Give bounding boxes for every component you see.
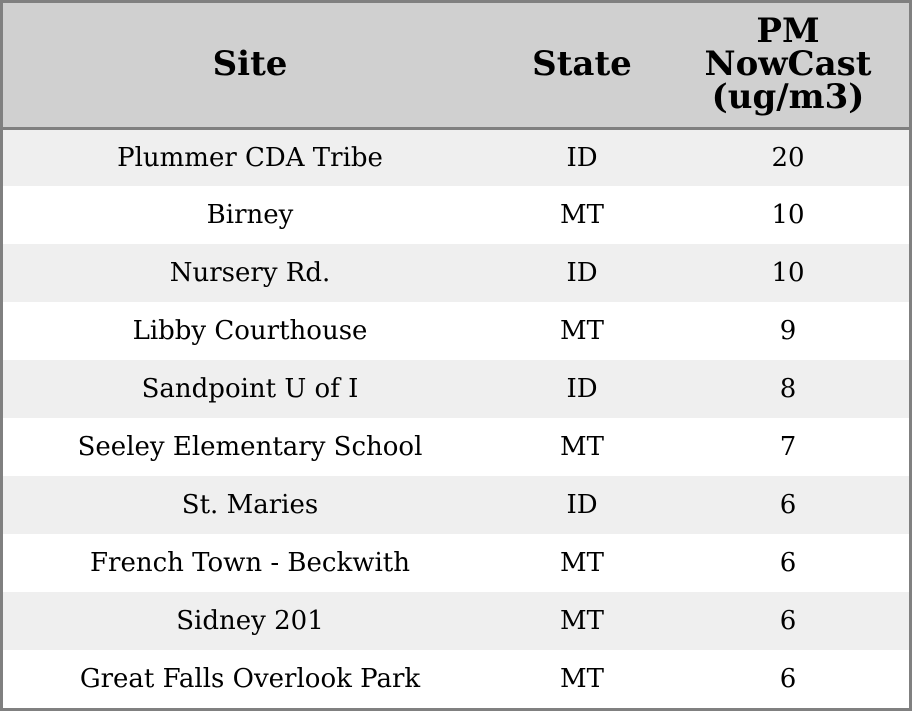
table-row — [3, 302, 909, 360]
site-cell: Plummer CDA Tribe — [117, 142, 383, 173]
site-cell: Birney — [206, 200, 294, 230]
pm-nowcast-cell: 6 — [779, 606, 797, 636]
column-header-pm-nowcast-line-1: PM — [756, 11, 820, 52]
pm-nowcast-cell: 20 — [771, 142, 805, 173]
state-cell: MT — [560, 606, 604, 636]
column-header-site — [3, 3, 497, 128]
site-cell: Sandpoint U of I — [141, 374, 359, 404]
pm-nowcast-cell: 7 — [779, 432, 797, 462]
state-cell: MT — [560, 664, 604, 694]
table-header-row — [3, 3, 909, 128]
pm-nowcast-cell: 8 — [779, 374, 797, 404]
state-cell: ID — [566, 374, 598, 404]
state-cell: ID — [566, 142, 598, 173]
table-row — [3, 128, 909, 186]
site-cell: Sidney 201 — [176, 606, 324, 636]
site-cell: French Town - Beckwith — [89, 548, 411, 578]
state-cell: ID — [566, 258, 598, 288]
state-cell: MT — [560, 432, 604, 462]
table-row — [3, 244, 909, 302]
state-cell: ID — [566, 490, 598, 520]
pm-nowcast-cell: 10 — [771, 200, 805, 230]
site-cell: Great Falls Overlook Park — [79, 664, 421, 694]
state-cell: MT — [560, 548, 604, 578]
column-header-pm-nowcast-line-2: NowCast — [704, 44, 872, 85]
pm-nowcast-cell: 6 — [779, 490, 797, 520]
column-header-site-label: Site — [212, 44, 288, 85]
table-row — [3, 534, 909, 592]
column-header-pm-nowcast-line-3: (ug/m3) — [711, 77, 865, 118]
site-cell: St. Maries — [181, 490, 319, 520]
table-row — [3, 650, 909, 708]
table-row — [3, 418, 909, 476]
state-cell: MT — [560, 316, 604, 346]
column-header-state — [497, 3, 667, 128]
column-header-pm-nowcast — [667, 3, 909, 128]
pm-nowcast-cell: 6 — [779, 664, 797, 694]
table-row — [3, 476, 909, 534]
pm-nowcast-cell: 9 — [779, 316, 797, 346]
table-row — [3, 360, 909, 418]
site-cell: Seeley Elementary School — [77, 432, 423, 462]
table-body — [3, 128, 909, 708]
pm-nowcast-table — [3, 3, 909, 708]
table-row — [3, 186, 909, 244]
pm-nowcast-cell: 6 — [779, 548, 797, 578]
state-cell: MT — [560, 200, 604, 230]
site-cell: Libby Courthouse — [132, 316, 368, 346]
pm-nowcast-cell: 10 — [771, 258, 805, 288]
column-header-state-label: State — [532, 44, 632, 85]
site-cell: Nursery Rd. — [169, 258, 331, 288]
table-row — [3, 592, 909, 650]
